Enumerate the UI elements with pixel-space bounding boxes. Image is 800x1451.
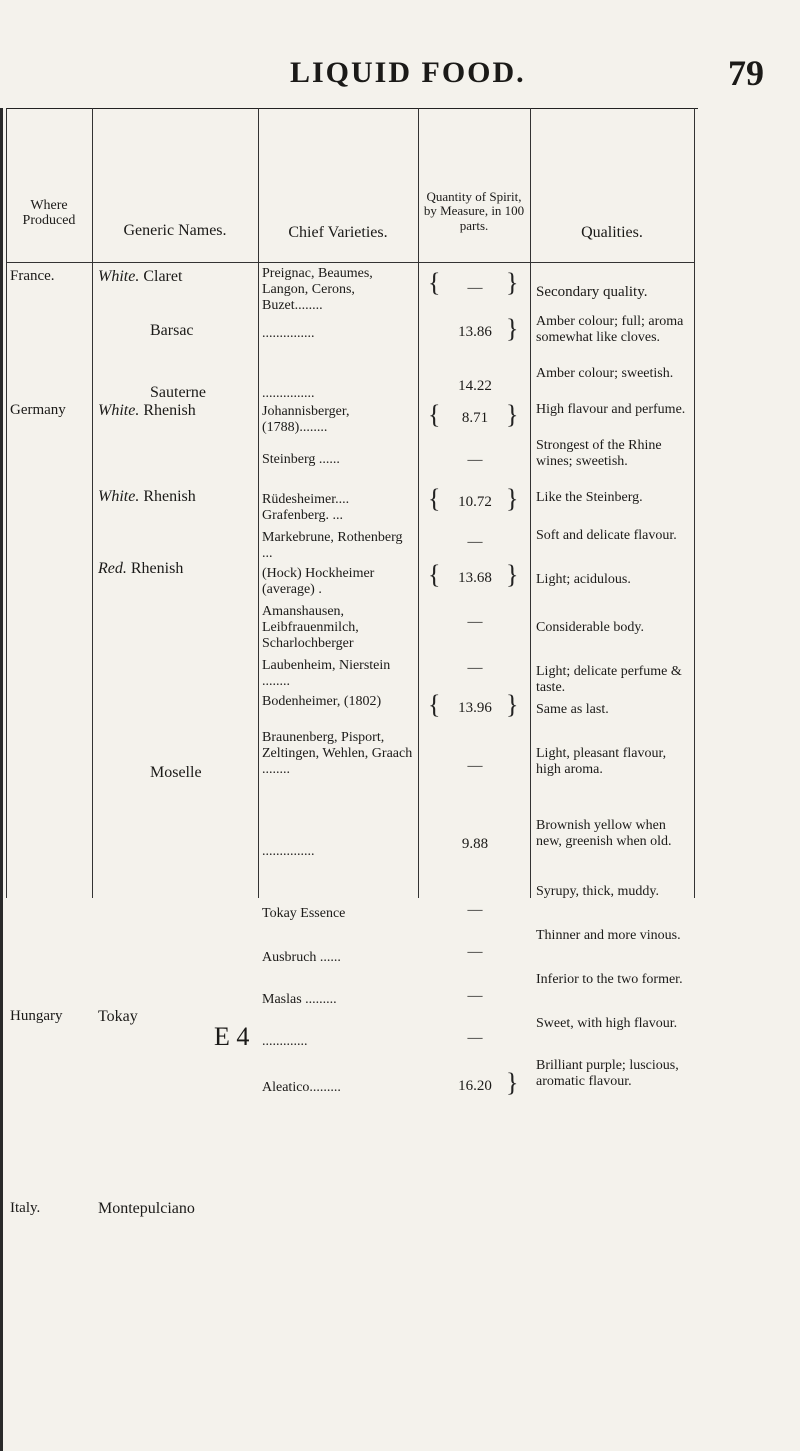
quality-text: Inferior to the two former. <box>536 972 683 987</box>
brace-left: { <box>428 560 441 589</box>
quantity-value: 10.72 <box>458 494 492 510</box>
variety-tokay-dots: ............... <box>262 844 315 859</box>
quantity-value: — <box>467 902 483 918</box>
generic-label: Claret <box>143 268 183 285</box>
generic-claret <box>98 268 182 286</box>
column-head-varieties: Chief Varieties. <box>288 224 388 241</box>
quantity-value: — <box>467 534 483 550</box>
quantity-value: — <box>467 1030 483 1046</box>
variety-maslas: Maslas ......... <box>262 992 337 1007</box>
generic-prefix: White. <box>98 268 140 285</box>
generic-prefix: White. <box>98 488 140 505</box>
brace-left: { <box>428 268 441 297</box>
quality-text: Light; delicate perfume & taste. <box>536 664 682 696</box>
variety-aleatico: Aleatico......... <box>262 1080 341 1095</box>
variety-bodenheimer: Bodenheimer, (1802) <box>262 694 382 709</box>
variety-hock: (Hock) Hockheimer (average) . <box>262 566 375 598</box>
variety-tokay-essence: Tokay Essence <box>262 906 346 921</box>
column-head-where: Where Produced <box>22 198 76 229</box>
quality-text: Sweet, with high flavour. <box>536 1016 678 1031</box>
generic-montepulciano: Montepulciano <box>98 1200 195 1217</box>
generic-moselle: Moselle <box>150 764 202 781</box>
quantity-value: — <box>467 614 483 630</box>
quantity-value: — <box>467 944 483 960</box>
brace-left: { <box>428 690 441 719</box>
generic-rhenish-red <box>98 560 183 578</box>
quantity-value: — <box>467 988 483 1004</box>
quality-text: Brilliant purple; luscious, aromatic flavour. <box>536 1058 679 1090</box>
brace-right: } <box>506 268 519 297</box>
quantity-value: — <box>467 452 483 468</box>
variety-johannisberger: Johannisberger, (1788)........ <box>262 404 350 436</box>
brace-left: { <box>428 484 441 513</box>
variety-montepulciano-dots: ............. <box>262 1034 308 1049</box>
quality-text: Amber colour; sweetish. <box>536 366 674 381</box>
variety-barsac-dots: ............... <box>262 326 315 341</box>
generic-prefix: Red. <box>98 560 127 577</box>
generic-tokay: Tokay <box>98 1008 138 1025</box>
brace-right: } <box>506 400 519 429</box>
brace-left: { <box>428 400 441 429</box>
quality-text: Light; acidulous. <box>536 572 631 587</box>
column-rule <box>694 108 695 898</box>
quality-text: Thinner and more vinous. <box>536 928 681 943</box>
signature-mark: E 4 <box>214 1022 250 1051</box>
running-title: LIQUID FOOD. <box>290 56 526 89</box>
variety-amanshausen: Amanshausen, Leibfrauenmilch, Scharlochberger <box>262 604 359 652</box>
column-head-generic: Generic Names. <box>123 222 227 239</box>
quantity-value: 13.96 <box>458 700 492 716</box>
column-head-quantity: Quantity of Spirit, by Measure, in 100 parts. <box>423 189 525 233</box>
generic-label: Rhenish <box>143 488 196 505</box>
page-binding-edge <box>0 108 3 1451</box>
quality-text: Brownish yellow when new, greenish when old. <box>536 818 672 850</box>
quantity-value: 13.68 <box>458 570 492 586</box>
country-italy: Italy. <box>10 1200 41 1216</box>
quality-text: Same as last. <box>536 702 609 717</box>
quantity-value: 9.88 <box>461 836 489 852</box>
country-hungary: Hungary <box>10 1008 63 1024</box>
variety-steinberg: Steinberg ...... <box>262 452 340 467</box>
quality-text: Like the Steinberg. <box>536 490 643 505</box>
variety-preignac: Preignac, Beaumes, Langon, Cerons, Buzet........ <box>262 266 373 314</box>
variety-rudesheimer: Rüdesheimer.... Grafenberg. ... <box>262 492 350 524</box>
generic-prefix: White. <box>98 402 140 419</box>
column-head-qualities: Qualities. <box>581 224 643 241</box>
variety-sauterne-dots: ............... <box>262 386 315 401</box>
quantity-value: — <box>467 660 483 676</box>
variety-laubenheim: Laubenheim, Nierstein ........ <box>262 658 391 690</box>
generic-rhenish-white-2 <box>98 488 196 506</box>
variety-ausbruch: Ausbruch ...... <box>262 950 341 965</box>
quality-text: Syrupy, thick, muddy. <box>536 884 660 899</box>
quality-text: Strongest of the Rhine wines; sweetish. <box>536 438 662 470</box>
quality-text: Light, pleasant flavour, high aroma. <box>536 746 667 778</box>
country-france: France. <box>10 268 55 284</box>
quality-text: Soft and delicate flavour. <box>536 528 677 543</box>
generic-rhenish-white-1 <box>98 402 196 420</box>
generic-label: Rhenish <box>130 560 184 577</box>
brace-right: } <box>506 1068 519 1097</box>
brace-right: } <box>506 690 519 719</box>
quantity-value: 16.20 <box>458 1078 492 1094</box>
quantity-value: — <box>467 758 483 774</box>
quality-text: Considerable body. <box>536 620 644 635</box>
country-germany: Germany <box>10 402 66 418</box>
quantity-value: — <box>467 280 483 296</box>
quality-text: High flavour and perfume. <box>536 402 686 417</box>
quantity-value: 14.22 <box>458 378 492 394</box>
page-number: 79 <box>728 53 764 93</box>
quantity-value: 8.71 <box>461 410 489 426</box>
header-rule <box>6 262 694 263</box>
generic-barsac: Barsac <box>150 322 194 339</box>
brace-right: } <box>506 314 519 343</box>
generic-label: Rhenish <box>143 402 196 419</box>
variety-markebrune: Markebrune, Rothenberg ... <box>262 530 403 562</box>
brace-right: } <box>506 484 519 513</box>
page-header <box>0 0 800 110</box>
quality-text: Secondary quality. <box>536 284 648 300</box>
generic-sauterne: Sauterne <box>150 384 206 401</box>
quality-text: Amber colour; full; aroma somewhat like cloves. <box>536 314 684 346</box>
brace-right: } <box>506 560 519 589</box>
variety-braunenberg: Braunenberg, Pisport, Zeltingen, Wehlen, Graach ........ <box>262 730 413 778</box>
column-rule <box>418 108 419 898</box>
quantity-value: 13.86 <box>458 324 492 340</box>
